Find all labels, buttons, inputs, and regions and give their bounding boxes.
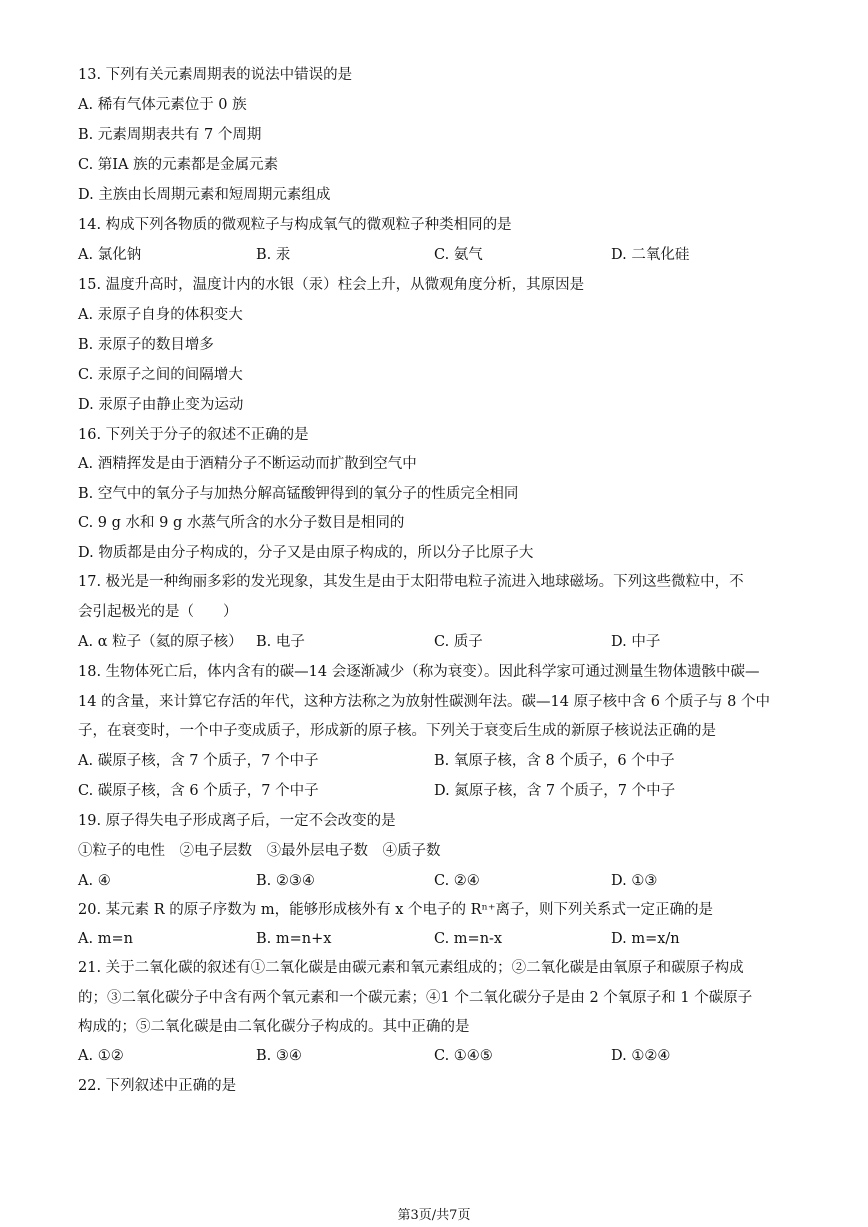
question-14-stem: 14. 构成下列各物质的微观粒子与构成氧气的微观粒子种类相同的是 [78,217,512,233]
question-17-stem-line-1: 17. 极光是一种绚丽多彩的发光现象，其发生是由于太阳带电粒子流进入地球磁场。下列这些微粒中，不 [78,574,744,590]
question-16-option-d: D. 物质都是由分子构成的，分子又是由原子构成的，所以分子比原子大 [78,545,534,561]
question-19-option-c: C. ②④ [434,873,480,889]
question-21-option-c: C. ①④⑤ [434,1048,493,1064]
question-16-option-c: C. 9 g 水和 9 g 水蒸气所含的水分子数目是相同的 [78,515,405,531]
question-13-option-b: B. 元素周期表共有 7 个周期 [78,127,262,143]
question-14-option-a: A. 氯化钠 [78,247,142,263]
question-21-stem-line-2: 的；③二氧化碳分子中含有两个氧元素和一个碳元素；④1 个二氧化碳分子是由 2 个氧原子和 1 个碳原子 [78,990,753,1006]
question-16-stem: 16. 下列关于分子的叙述不正确的是 [78,427,309,443]
question-19-items: ①粒子的电性 ②电子层数 ③最外层电子数 ④质子数 [78,843,441,859]
question-17-option-a: A. α 粒子（氦的原子核） [78,634,243,650]
question-14-option-d: D. 二氧化硅 [611,247,690,263]
question-20-option-b: B. m=n+x [256,931,332,947]
question-21-stem-line-3: 构成的；⑤二氧化碳是由二氧化碳分子构成的。其中正确的是 [78,1019,470,1035]
question-15-stem: 15. 温度升高时，温度计内的水银（汞）柱会上升，从微观角度分析，其原因是 [78,277,585,293]
question-13-option-c: C. 第IA 族的元素都是金属元素 [78,157,279,173]
question-16-option-b: B. 空气中的氧分子与加热分解高锰酸钾得到的氧分子的性质完全相同 [78,486,519,502]
question-13-stem: 13. 下列有关元素周期表的说法中错误的是 [78,67,353,83]
question-18-options-row-2 [78,781,778,801]
question-18-option-a: A. 碳原子核，含 7 个质子，7 个中子 [78,753,319,769]
page-number-footer: 第3页/共7页 [397,1208,471,1223]
question-18-stem-line-1: 18. 生物体死亡后，体内含有的碳—14 会逐渐减少（称为衰变）。因此科学家可通过测量生物体遗骸中碳— [78,664,760,680]
question-19-stem: 19. 原子得失电子形成离子后，一定不会改变的是 [78,813,396,829]
question-18-option-d: D. 氮原子核，含 7 个质子，7 个中子 [434,783,676,799]
question-17-option-c: C. 质子 [434,634,483,650]
question-20-option-d: D. m=x/n [611,931,680,947]
question-18-options-row-1 [78,751,778,771]
question-19-option-a: A. ④ [78,873,111,889]
question-17-stem-line-2: 会引起极光的是（ ） [78,604,238,620]
question-15-option-a: A. 汞原子自身的体积变大 [78,307,243,323]
question-21-options [78,1046,778,1066]
question-17-option-d: D. 中子 [611,634,661,650]
question-15-option-d: D. 汞原子由静止变为运动 [78,397,244,413]
question-19-option-b: B. ②③④ [256,873,315,889]
question-18-option-b: B. 氧原子核，含 8 个质子，6 个中子 [434,753,675,769]
question-20-option-a: A. m=n [78,931,133,947]
question-16-option-a: A. 酒精挥发是由于酒精分子不断运动而扩散到空气中 [78,456,417,472]
question-20-options [78,929,778,949]
question-18-stem-line-3: 子，在衰变时，一个中子变成质子，形成新的原子核。下列关于衰变后生成的新原子核说法正确的是 [78,723,716,739]
question-15-option-b: B. 汞原子的数目增多 [78,337,214,353]
question-21-stem-line-1: 21. 关于二氧化碳的叙述有①二氧化碳是由碳元素和氧元素组成的；②二氧化碳是由氧原子和碳原子构成 [78,960,744,976]
question-21-option-a: A. ①② [78,1048,124,1064]
question-14-option-c: C. 氨气 [434,247,483,263]
question-20-option-c: C. m=n-x [434,931,503,947]
question-17-option-b: B. 电子 [256,634,305,650]
question-14-options [78,245,778,265]
question-18-stem-line-2: 14 的含量，来计算它存活的年代，这种方法称之为放射性碳测年法。碳—14 原子核中含 6 个质子与 8 个中 [78,694,771,710]
question-13-option-d: D. 主族由长周期元素和短周期元素组成 [78,187,331,203]
question-20-stem: 20. 某元素 R 的原子序数为 m，能够形成核外有 x 个电子的 Rⁿ⁺离子，则下列关系式一定正确的是 [78,902,714,918]
question-21-option-d: D. ①②④ [611,1048,671,1064]
question-17-options [78,632,778,652]
question-13-option-a: A. 稀有气体元素位于 0 族 [78,97,247,113]
question-15-option-c: C. 汞原子之间的间隔增大 [78,367,243,383]
question-22-stem: 22. 下列叙述中正确的是 [78,1078,237,1094]
question-19-options [78,871,778,891]
question-19-option-d: D. ①③ [611,873,658,889]
question-18-option-c: C. 碳原子核，含 6 个质子，7 个中子 [78,783,319,799]
question-14-option-b: B. 汞 [256,247,291,263]
question-21-option-b: B. ③④ [256,1048,302,1064]
